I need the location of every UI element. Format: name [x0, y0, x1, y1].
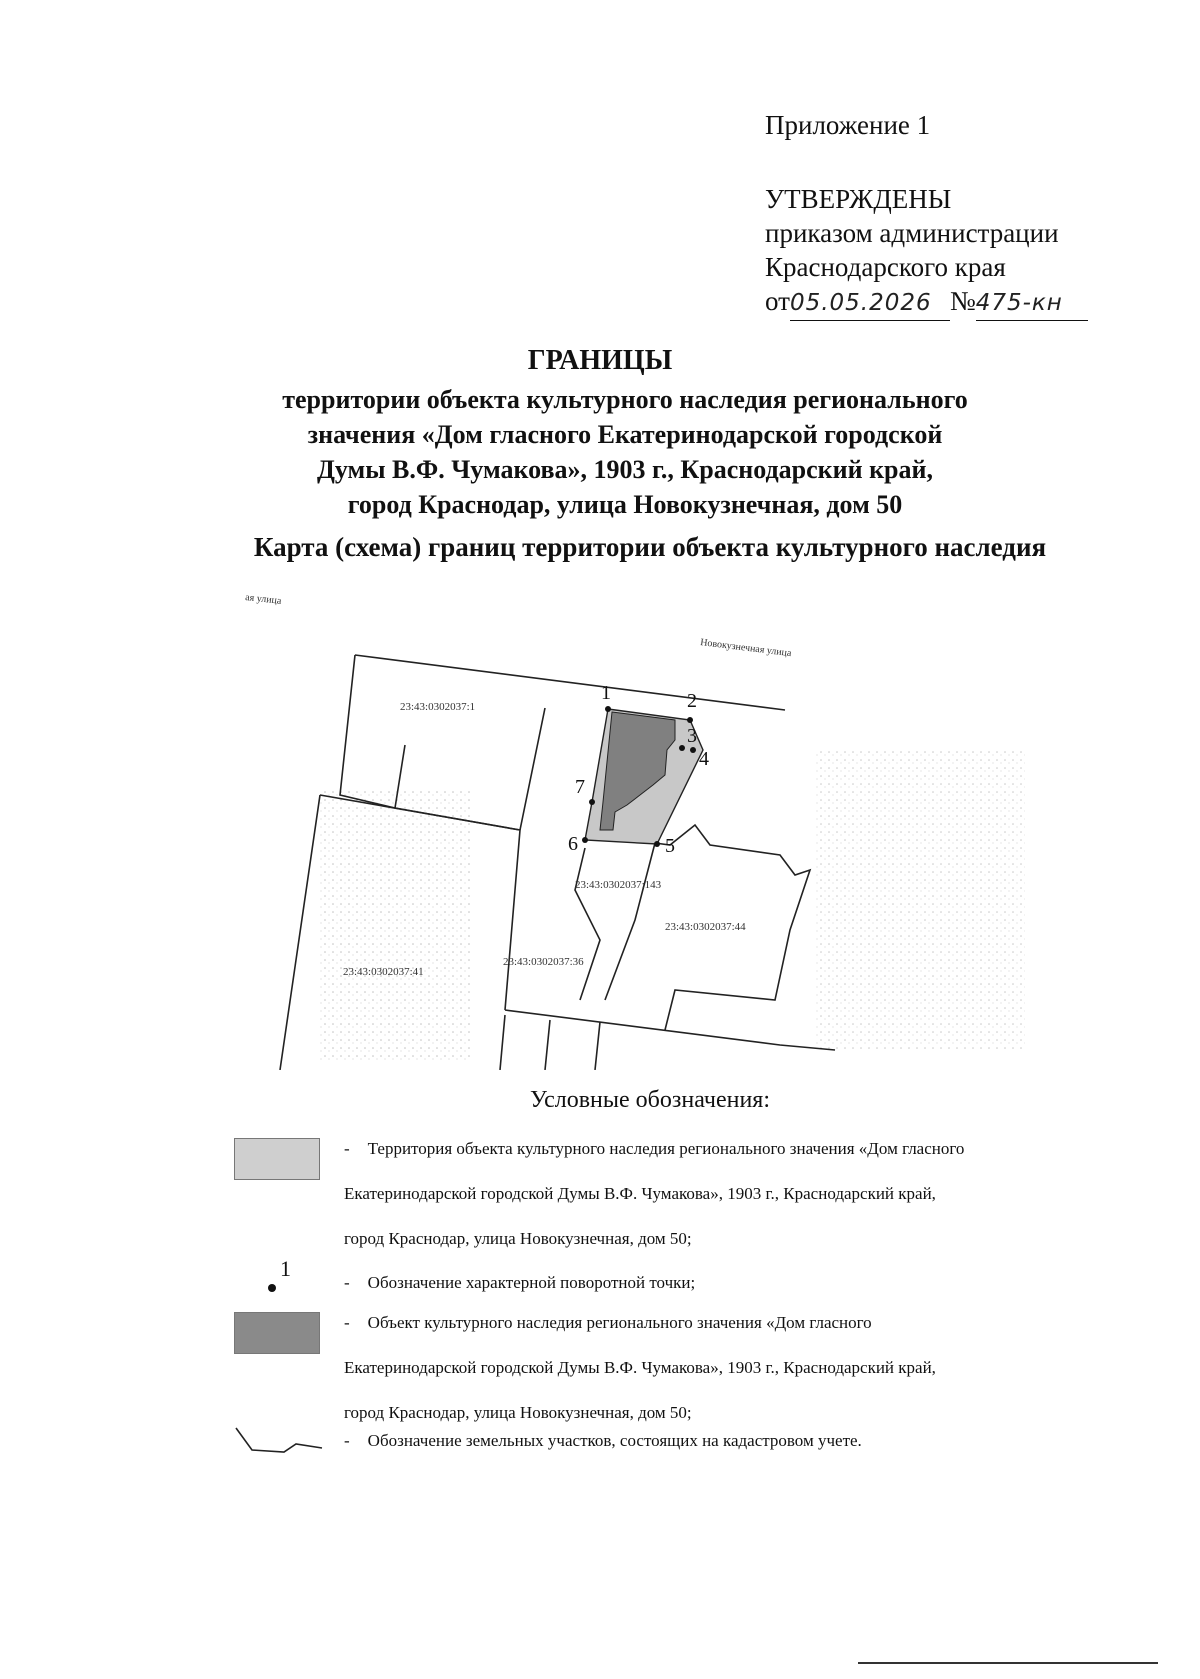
parcel-boundary-13 [595, 1022, 600, 1070]
legend-line-text: Обозначение земельных участков, состоящих на кадастровом учете. [367, 1431, 862, 1450]
legend-text [344, 1300, 1060, 1435]
point-label-1: 1 [601, 682, 611, 704]
turning-point-1 [605, 706, 611, 712]
street-label: Новокузнечная улица [699, 637, 792, 660]
legend-line: - Объект культурного наследия регионального значения «Дом гласного [344, 1313, 872, 1332]
legend-line: Екатеринодарской городской Думы В.Ф. Чумакова», 1903 г., Краснодарский край, [344, 1358, 936, 1377]
legend-text [344, 1260, 1060, 1305]
document-title: ГРАНИЦЫ [527, 345, 673, 376]
approved-title: УТВЕРЖДЕНЫ [765, 184, 952, 214]
legend-line: город Краснодар, улица Новокузнечная, дом 50; [344, 1229, 692, 1248]
parcel-label: 23:43:0302037:143 [575, 879, 662, 891]
parcel-boundary-icon [234, 1424, 330, 1460]
subtitle-line: значения «Дом гласного Екатеринодарской городской [307, 420, 943, 449]
parcel-label: 23:43:0302037:44 [665, 921, 746, 933]
parcel-label: 23:43:0302037:41 [343, 966, 424, 978]
turning-point-7 [589, 799, 595, 805]
point-label-3: 3 [687, 725, 697, 747]
turning-point-icon-label: 1 [280, 1256, 291, 1281]
legend-item-parcels [234, 1432, 1084, 1472]
legend-item-turning-point [234, 1256, 1084, 1302]
legend-line: город Краснодар, улица Новокузнечная, дом 50; [344, 1403, 692, 1422]
parcel-boundary-10 [505, 1010, 835, 1050]
turning-point-icon [264, 1254, 304, 1300]
approved-by-line-1: приказом администрации [765, 218, 1059, 248]
street-label-top-left: ая улица [244, 592, 282, 607]
number-prefix: № [949, 286, 976, 316]
map-texture-left [320, 790, 470, 1060]
parcel-boundary-12 [545, 1020, 550, 1070]
parcel-label: 23:43:0302037:1 [400, 701, 476, 713]
date-prefix: от [765, 286, 790, 316]
cadastral-map [235, 590, 1035, 1070]
document-subtitle [240, 382, 1010, 522]
appendix-label: Приложение 1 [765, 110, 931, 140]
handwritten-number: 475-кн [976, 286, 1088, 321]
turning-point-5 [654, 841, 660, 847]
point-label-2: 2 [687, 690, 697, 712]
parcel-boundary-3 [520, 708, 545, 830]
turning-point-4 [690, 747, 696, 753]
map-texture-right [815, 750, 1025, 1050]
legend-line-text: Обозначение характерной поворотной точки; [367, 1273, 696, 1292]
legend-title: Условные обозначения: [529, 1087, 771, 1113]
legend-line: - Территория объекта культурного наследия регионального значения «Дом гласного [344, 1139, 965, 1158]
point-label-6: 6 [568, 833, 578, 855]
point-label-4: 4 [699, 748, 709, 770]
legend-line-text: Территория объекта культурного наследия регионального значения «Дом гласного [367, 1139, 965, 1158]
legend-line: Екатеринодарской городской Думы В.Ф. Чумакова», 1903 г., Краснодарский край, [344, 1184, 936, 1203]
legend-item-territory [234, 1138, 1084, 1278]
legend-line: - Обозначение характерной поворотной точки; [344, 1273, 696, 1292]
light-gray-swatch [234, 1138, 320, 1180]
legend-line-text: Объект культурного наследия регионального значения «Дом гласного [367, 1313, 872, 1332]
map-title: Карта (схема) границ территории объекта культурного наследия [253, 532, 1047, 562]
point-label-7: 7 [575, 776, 585, 798]
legend-text [344, 1126, 1060, 1261]
turning-point-3 [679, 745, 685, 751]
turning-point-6 [582, 837, 588, 843]
parcel-boundary-11 [500, 1015, 505, 1070]
turning-point-2 [687, 717, 693, 723]
approval-block [765, 182, 1088, 321]
subtitle-line: город Краснодар, улица Новокузнечная, дом 50 [347, 490, 903, 519]
parcel-boundary-7 [575, 848, 600, 1000]
parcel-boundary-8 [605, 843, 655, 1000]
subtitle-line: Думы В.Ф. Чумакова», 1903 г., Краснодарский край, [316, 455, 933, 484]
parcel-label: 23:43:0302037:36 [503, 956, 584, 968]
handwritten-date: 05.05.2026 [790, 286, 950, 321]
legend-text [344, 1418, 1060, 1463]
parcel-boundary-6 [280, 795, 320, 1070]
subtitle-line: территории объекта культурного наследия регионального [282, 385, 968, 414]
legend-line: - Обозначение земельных участков, состоящих на кадастровом учете. [344, 1431, 862, 1450]
point-label-5: 5 [665, 835, 675, 857]
scan-artifact-line [858, 1662, 1158, 1664]
dark-gray-swatch [234, 1312, 320, 1354]
approved-by-line-2: Краснодарского края [765, 252, 1006, 282]
order-date-number [765, 284, 1088, 321]
